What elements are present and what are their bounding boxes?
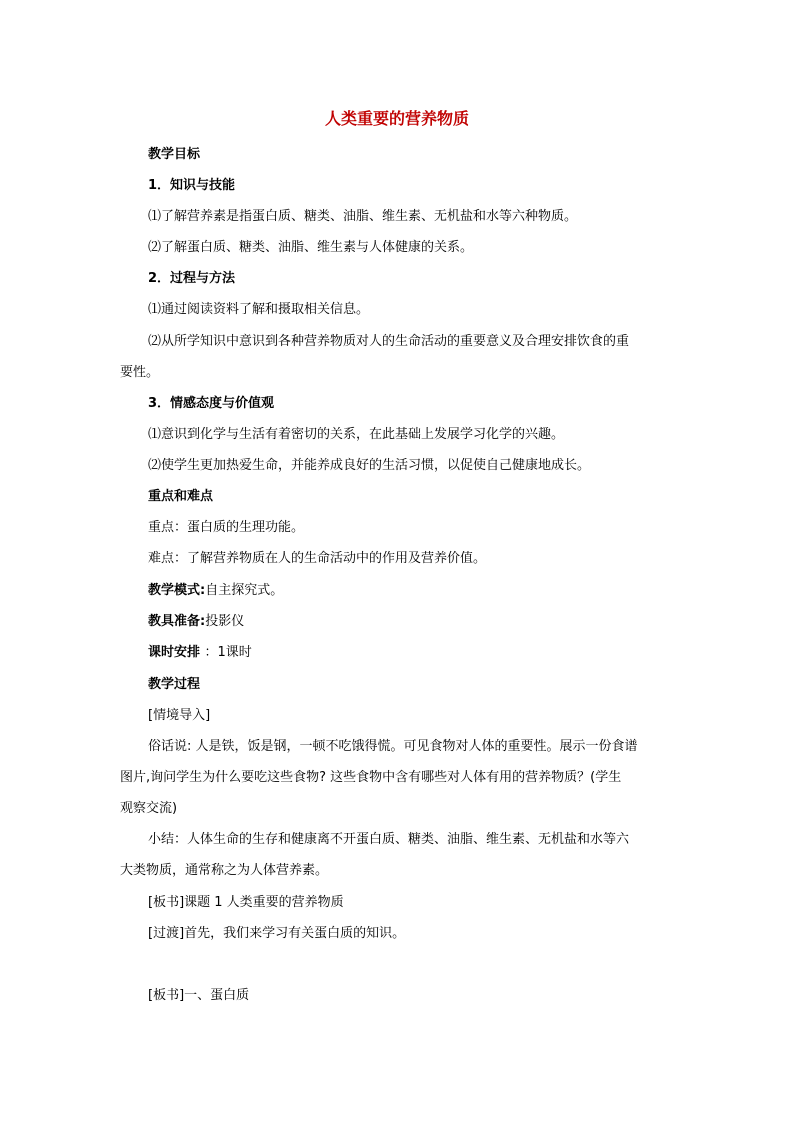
intro-line3: 观察交流) <box>120 801 178 816</box>
section1-heading: 1．知识与技能 <box>148 178 236 193</box>
board-note-1: [板书]课题 1 人类重要的营养物质 <box>148 895 344 910</box>
section1-item1: ⑴了解营养素是指蛋白质、糖类、油脂、维生素、无机盐和水等六种物质。 <box>148 209 578 224</box>
teaching-tools-label: 教具准备: <box>148 614 206 629</box>
key-points-heading: 重点和难点 <box>148 489 214 504</box>
summary-line1: 小结：人体生命的生存和健康离不开蛋白质、糖类、油脂、维生素、无机盐和水等六 <box>148 832 630 847</box>
section3-heading: 3．情感态度与价值观 <box>148 396 275 411</box>
teaching-mode <box>148 582 283 600</box>
section1-item2: ⑵了解蛋白质、糖类、油脂、维生素与人体健康的关系。 <box>148 240 474 255</box>
section2-item1: ⑴通过阅读资料了解和摄取相关信息。 <box>148 302 370 317</box>
transition-note: [过渡]首先，我们来学习有关蛋白质的知识。 <box>148 926 406 941</box>
teaching-mode-value: 自主探究式。 <box>205 583 284 598</box>
goals-heading: 教学目标 <box>148 147 201 162</box>
intro-tag: [情境导入] <box>148 708 211 723</box>
section3-item1: ⑴意识到化学与生活有着密切的关系，在此基础上发展学习化学的兴趣。 <box>148 427 565 442</box>
teaching-mode-label: 教学模式: <box>148 583 206 598</box>
difficulty-point: 难点：了解营养物质在人的生命活动中的作用及营养价值。 <box>148 551 487 566</box>
section3-item2: ⑵使学生更加热爱生命，并能养成良好的生活习惯，以促使自己健康地成长。 <box>148 458 591 473</box>
section2-item2-line2: 要性。 <box>120 365 160 380</box>
section2-item2-line1: ⑵从所学知识中意识到各种营养物质对人的生命活动的重要意义及合理安排饮食的重 <box>148 334 630 349</box>
process-heading: 教学过程 <box>148 677 201 692</box>
document-title: 人类重要的营养物质 <box>324 109 469 128</box>
teaching-tools <box>148 613 244 631</box>
summary-line2: 大类物质，通常称之为人体营养素。 <box>120 863 329 878</box>
class-hours <box>148 644 252 662</box>
class-hours-value: ：1课时 <box>204 645 252 660</box>
key-point: 重点：蛋白质的生理功能。 <box>148 520 305 535</box>
class-hours-label: 课时安排 <box>148 645 205 660</box>
intro-line1: 俗话说: 人是铁，饭是钢，一顿不吃饿得慌。可见食物对人体的重要性。展示一份食谱 <box>148 739 638 754</box>
intro-line2: 图片,询问学生为什么要吃这些食物? 这些食物中含有哪些对人体有用的营养物质？(学生 <box>120 770 622 785</box>
section2-heading: 2．过程与方法 <box>148 271 236 286</box>
board-note-2: [板书]一、蛋白质 <box>148 988 250 1003</box>
teaching-tools-value: 投影仪 <box>205 614 245 629</box>
